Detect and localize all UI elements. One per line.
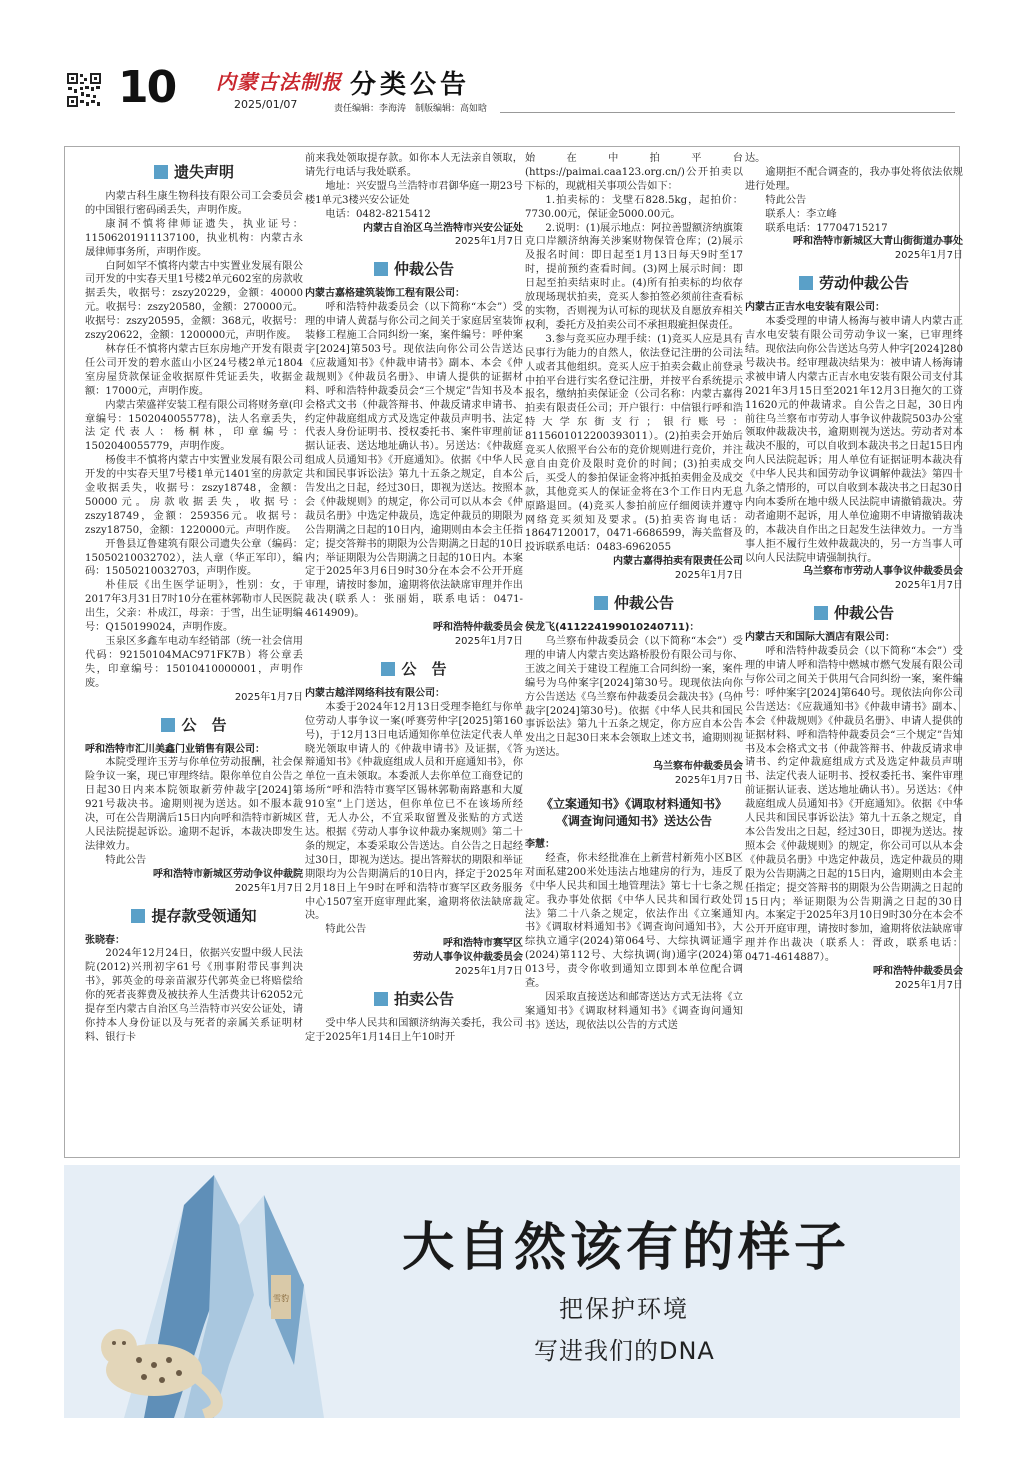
heading-announcement: 公 告 — [305, 659, 523, 679]
notice-date: 2025年1月7日 — [454, 636, 523, 647]
addressee: 张晓春： — [85, 934, 125, 946]
notice-date: 2025年1月7日 — [234, 691, 303, 703]
notice-paragraph: 本委受理的申请人杨海与被申请人内蒙古正吉水电安装有限公司劳动争议一案，已审理终结。现依法向你公告送达乌劳人仲字[2024]280号裁决书。经审理裁决结果为：被申请人杨海请求被申请人内蒙古正吉水电安装有限公司支付其2021年3月15日至2021年12月3日拖欠的工资11620元的仲裁请求。自公告之日起，30日内前往乌兰察布市劳动人事争议仲裁院503办公室领取仲裁裁决书，逾期则视为送达。劳动者对本裁决不服的，可以自收到本裁决书之日起15日内向人民法院起诉；用人单位有证据证明本裁决有《中华人民共和国劳动争议调解仲裁法》第四十九条之情形的，可以自收到本裁决书之日起30日内向本委所在地中级人民法院申请撤销裁决。劳动者逾期不起诉，用人单位逾期不申请撤销裁决的，本裁决自作出之日起发生法律效力。一方当事人拒不履行生效仲裁裁决的，另一方当事人可以向人民法院申请强制执行。 — [745, 316, 963, 564]
notice-paragraph: 2024年12月24日，依据兴安盟中级人民法院(2012)兴刑初字61号《刑事附带民事判决书》，郭英金的母亲苗淑芬代郭英金已将赔偿给你的死者丧葬费及被扶养人生活费共计62052元提存至内蒙古自治区乌兰浩特市兴安公证处，请你持本人身份证以及与死者的亲属关系证明材料、银行卡 — [85, 948, 303, 1043]
notice-date: 2025年1月7日 — [454, 236, 523, 248]
square-bullet-icon — [161, 718, 175, 732]
notice-paragraph: 经查，你未经批准在上新营村新苑小区B区对面私建200米处违法占地建房的行为，违反了《中华人民共和国土地管理法》第七十七条之规定。我办事处依据《中华人民共和国行政处罚法》第二十八条之规定，依法作出《立案通知书》《调取材料通知书》《调查询问通知书》，大综执立通字(2024)第064号、大综执调证通字(2024)第112号、大综执调(询)通字(2024)第013号，责令你收到通知立即到本单位配合调查。 — [525, 852, 743, 990]
notice-date: 2025年1月7日 — [894, 979, 963, 991]
header-rule — [500, 112, 955, 113]
square-bullet-icon — [374, 262, 388, 276]
notice-paragraph: 特此公告 — [325, 924, 367, 936]
heading-deposit-notice: 提存款受领通知 — [85, 906, 303, 926]
issuer: 劳动人事争议仲裁委员会 — [413, 952, 523, 964]
heading-arbitration: 仲裁公告 — [305, 259, 523, 279]
banner-headline: 大自然该有的样子 — [402, 1218, 851, 1278]
qr-code-icon — [66, 72, 102, 108]
notice-paragraph: 因采取直接送达和邮寄送达方式无法将《立案通知书》《调取材料通知书》《调查询问通知书》送达，现依法以公告的方式送 — [525, 991, 743, 1031]
square-bullet-icon — [381, 662, 395, 676]
heading-lost-notice: 遗失声明 — [85, 162, 303, 182]
notice-paragraph: 白阿如罕不慎将内蒙古中实置业发展有限公司开发的中实春天里1号楼2单元602室的房款收据丢失，收据号：zszy20229，金额：40000元。收据号：zszy20580，金额：270000元。收据号：zszy20595，金额：368元，收据号：zszy20622，金额：1200000元，声明作废。 — [85, 260, 303, 342]
notice-paragraph: 达。 — [745, 153, 766, 164]
page-number: 10 — [118, 62, 176, 113]
square-bullet-icon — [814, 606, 828, 620]
addressee: 内蒙古嘉格建筑装饰工程有限公司： — [305, 288, 465, 300]
column-1 — [85, 152, 303, 1152]
heading-service-notice: 《立案通知书》《调取材料通知书》 《调查询问通知书》送达公告 — [540, 796, 727, 828]
notice-date: 2025年1月7日 — [894, 580, 963, 592]
notice-date: 2025年1月7日 — [894, 250, 963, 262]
column-4 — [745, 152, 963, 1152]
notice-date: 2025年1月7日 — [234, 882, 303, 894]
notice-paragraph: 呼和浩特仲裁委员会（以下简称“本会”）受理的申请人呼和浩特中燃城市燃气发展有限公司与你公司之间关于供用气合同纠纷一案，案件编号：呼仲案字[2024]第640号。现依法向你公司公告送达：《应裁通知书》《仲裁申请书》副本、本会《仲裁规则》《仲裁员名册》、申请人提供的证据材料、呼和浩特仲裁委员会“三个规定”告知书及本会格式文书（仲裁答辩书、仲裁反请求申请书、约定仲裁庭组成方式及选定仲裁员声明书、法定代表人证明书、授权委托书、案件审理前证据认证表、送达地址确认书）。另送达：《仲裁庭组成人员通知书》《开庭通知》。依据《中华人民共和国民事诉讼法》第九十五条之规定，自本公告发出之日起，经过30日，即视为送达。按照本会《仲裁规则》的规定，你公司可以从本会《仲裁员名册》中选定仲裁员，选定仲裁员的期限为公告期满之日起的15日内，逾期则由本会主任指定；提交答辩书的期限为公告期满之日起的15日内；举证期限为公告期满之日起的30日内。本案定于2025年3月10日9时30分在本会不公开开庭审理，请按时参加，逾期将依法缺席审理并作出裁决（联系人：胥政，联系电话：0471-4614887）。 — [745, 646, 963, 964]
heading-labor-arbitration: 劳动仲裁公告 — [745, 273, 963, 293]
addressee: 呼和浩特市汇川美鑫门业销售有限公司： — [85, 743, 265, 755]
seal-text: 雪豹 — [273, 1294, 289, 1303]
issuer: 内蒙古自治区乌兰浩特市兴安公证处 — [363, 222, 523, 234]
notice-paragraph: 特此公告 — [105, 854, 147, 866]
notice-paragraph: 始在中拍平台(https://paimai.caa123.org.cn/)公开拍卖以下标的，现就相关事项公告如下： — [525, 153, 743, 192]
notice-paragraph: 联系人：李立峰 — [765, 208, 837, 220]
notice-paragraph: 前来我处领取提存款。如你本人无法亲自领取，请先行电话与我处联系。 — [305, 153, 523, 178]
section-title: 分类公告 — [350, 70, 471, 100]
notice-paragraph: 联系电话：17704715217 — [765, 222, 888, 234]
notice-paragraph: 1.拍卖标的：戈壁石828.5kg，起拍价：7730.00元，保证金5000.00元。 — [525, 194, 743, 220]
issuer: 呼和浩特市新城区劳动争议仲裁院 — [153, 868, 303, 880]
heading-arbitration: 仲裁公告 — [525, 593, 743, 613]
square-bullet-icon — [374, 992, 388, 1006]
addressee: 内蒙古越洋网络科技有限公司： — [305, 687, 445, 699]
issuer: 乌兰察布市劳动人事争议仲裁委员会 — [803, 566, 963, 578]
heading-announcement: 公 告 — [85, 715, 303, 735]
issuer: 乌兰察布仲裁委员会 — [653, 761, 743, 773]
notice-date: 2025年1月7日 — [454, 966, 523, 978]
addressee: 内蒙古天和国际大酒店有限公司： — [745, 632, 895, 644]
notice-paragraph: 受中华人民共和国额济纳海关委托，我公司定于2025年1月14日上午10时开 — [305, 1017, 523, 1043]
issuer: 呼和浩特仲裁委员会 — [433, 622, 523, 634]
notice-paragraph: 玉泉区多鑫车电动车经销部（统一社会信用代码：92150104MAC971FK7B）将公章丢失，印章编号：15010410000001，声明作废。 — [85, 636, 303, 689]
issuer: 内蒙古嘉得拍卖有限责任公司 — [613, 556, 743, 568]
heading-auction: 拍卖公告 — [305, 989, 523, 1009]
banner-slogan-2: 写进我们的DNA — [534, 1337, 715, 1365]
notice-paragraph: 内蒙古荣盛祥安装工程有限公司将财务章(印章编号：1502040055778)，法人名章丢失，法定代表人：杨桐林，印章编号：1502040055779，声明作废。 — [85, 399, 303, 453]
column-2 — [305, 152, 523, 1152]
newspaper-logo: 内蒙古法制报 — [216, 70, 342, 94]
heading-arbitration: 仲裁公告 — [745, 603, 963, 623]
column-3 — [525, 152, 743, 1152]
notice-date: 2025年1月7日 — [674, 570, 743, 582]
notice-paragraph: 电话：0482-8215412 — [325, 208, 431, 220]
page-header — [0, 0, 1024, 140]
notice-paragraph: 3.参与竞买应办理手续：(1)竞买人应是具有民事行为能力的自然人，依法登记注册的公司法人或者其他组织。竞买人应于拍卖会截止前登录中拍平台进行实名登记注册，并按平台系统提示报名，缴纳拍卖保证金（公司名称：内蒙古嘉得拍卖有限责任公司；开户银行：中信银行呼和浩特大学东街支行；银行账号：8115601012200393011）。(2)拍卖会开始后竞买人依照平台公布的竞价规则进行竞价，并注意自由竞价及限时竞价的时间；(3)拍卖成交后，买受人的参拍保证金将冲抵拍卖佣金及成交款，其他竞买人的保证金将在3个工作日内无息原路退回。(4)竞买人参拍前应仔细阅读并遵守网络竞买须知及要求。(5)拍卖咨询电话：18647120017，0471-6686599，海关监督及投诉联系电话：0483-6962055 — [525, 333, 743, 554]
issue-date: 2025/01/07 — [234, 98, 298, 111]
editor-credits: 责任编辑：李海涛 制版编辑：高如晗 — [334, 104, 488, 114]
notice-paragraph: 本院受理许玉芳与你单位劳动报酬，社会保险争议一案，现已审理终结。限你单位自公告之日起30日内来本院领取新劳仲裁字[2024]第921号裁决书。逾期则视为送达。如不服本裁决，可在公告期满后15日内向呼和浩特市新城区人民法院提起诉讼。逾期不起诉，本裁决即发生法律效力。 — [85, 757, 303, 852]
issuer: 呼和浩特市新城区大青山街街道办事处 — [793, 236, 963, 248]
notice-paragraph: 杨俊丰不慎将内蒙古中实置业发展有限公司开发的中实春天里7号楼1单元1401室的房款定金收据丢失，收据号：zszy18748，金额：50000元。房款收据丢失，收据号：zszy18749，金额：259356元。收据号：zszy18750，金额：1220000元。声明作废。 — [85, 455, 303, 536]
public-service-banner — [64, 1165, 960, 1418]
notice-paragraph: 朴佳辰《出生医学证明》，性别：女，于2017年3月31日7时10分在霍林郭勒市人民医院出生，父亲：朴成江，母亲：于雪，出生证明编号：Q150199024，声明作废。 — [85, 580, 303, 634]
square-bullet-icon — [594, 596, 608, 610]
notice-paragraph: 呼和浩特仲裁委员会（以下简称“本会”）受理的申请人黄磊与你公司之间关于家庭居室装饰装修工程施工合同纠纷一案，案件编号：呼仲案字[2024]第503号。现依法向你公司公告送达《应裁通知书》《仲裁申请书》副本、本会《仲裁规则》《仲裁员名册》、申请人提供的证据材料、呼和浩特仲裁委员会“三个规定”告知书及本会格式文书（仲裁答辩书、仲裁反请求申请书、约定仲裁庭组成方式及选定仲裁员声明书、法定代表人身份证明书、授权委托书、案件审理前证据认证表、送达地址确认书）。另送达：《仲裁庭组成人员通知书》《开庭通知》。依据《中华人民共和国民事诉讼法》第九十五条之规定，自本公告发出之日起，经过30日，即视为送达。按照本会《仲裁规则》的规定，你公司可以从本会《仲裁员名册》中选定仲裁员，选定仲裁员的期限为公告期满之日起的10日内，逾期则由本会主任指定；提交答辩书的期限为公告期满之日起的10日内；举证期限为公告期满之日起的10日内。本案定于2025年3月6日9时30分在本会不公开开庭审理，请按时参加，逾期将依法缺席审理并作出裁决(联系人：张丽娟，联系电话：0471-4614909)。 — [305, 302, 523, 620]
issuer: 呼和浩特市赛罕区 — [443, 938, 523, 950]
notice-paragraph: 开鲁县辽鲁建筑有限公司遗失公章（编码：15050210032702），法人章（华正军印），编码：15050210032703，声明作废。 — [85, 538, 303, 578]
notice-paragraph: 特此公告 — [765, 194, 807, 206]
notice-paragraph: 逾期拒不配合调查的，我办事处将依法依规进行处理。 — [745, 166, 963, 192]
addressee: 李慧： — [525, 838, 555, 850]
notice-paragraph: 乌兰察布仲裁委员会（以下简称“本会”）受理的申请人内蒙古奕达路桥股份有限公司与你、王波之间关于建设工程施工合同纠纷一案，案件编号为乌仲案字[2024]第30号。现现依法向你方公告送达《乌兰察布仲裁委员会裁决书》(乌仲裁字[2024]第30号)。依据《中华人民共和国民事诉讼法》第九十五条之规定，你方应自本公告发出之日起30日来本会领取上述文书，逾期则视为送达。 — [525, 636, 743, 759]
addressee: 侯龙飞(411224199010240711)： — [525, 622, 700, 634]
notice-paragraph: 本委于2024年12月13日受理李艳红与你单位劳动人事争议一案(呼赛劳仲字[2025]第160号)，于12月13日电话通知你单位法定代表人单晓光领取申请人的《仲裁申请书》及证据，《答辩通知书》《仲裁庭组成人员和开庭通知书》，你单位一直未领取。本委派人去你单位工商登记的场所“呼和浩特市赛罕区锡林郭勒南路惠和大厦910室”上门送达，但你单位已不在该场所经营，无人办公，不宜采取留置及张贴的方式送达。根据《劳动人事争议仲裁办案规则》第二十条的规定，本委采取公告送达。自公告之日起经过30日，即视为送达。提出答辩状的期限和举证期限均为公告期满后的10日内，择定于2025年2月18日上午9时在呼和浩特市赛罕区政务服务中心1507室开庭审理此案，逾期将依法缺席裁决。 — [305, 701, 523, 922]
notice-paragraph: 林存任不慎将内蒙古巨东房地产开发有限责任公司开发的碧水蓝山小区24号楼2单元1804室房屋贷款保证金收据原件凭证丢失，收据金额：17000元，声明作废。 — [85, 343, 303, 397]
notice-paragraph: 内蒙古科生康生物科技有限公司工会委员会的中国银行密码函丢失，声明作废。 — [85, 191, 303, 216]
notice-paragraph: 地址：兴安盟乌兰浩特市君御华庭一期23号楼1单元3楼兴安公证处 — [305, 180, 523, 206]
square-bullet-icon — [154, 165, 168, 179]
square-bullet-icon — [131, 909, 145, 923]
notice-date: 2025年1月7日 — [674, 775, 743, 787]
square-bullet-icon — [799, 276, 813, 290]
notice-paragraph: 2.说明：(1)展示地点：阿拉善盟额济纳旗策克口岸额济纳海关涉案财物保管仓库；(2)展示及报名时间：即日起至1月13日每天9时至17时，提前预约查看时间。(3)网上展示时间：即日起至拍卖结束时止。(4)所有拍卖标的均依存放现场现状拍卖，竞买人参拍签必须前往查看标的实物，否则视为认可标的现状及自愿放弃相关权利，委托方及拍卖公司不承担瑕疵担保责任。 — [525, 222, 743, 331]
issuer: 呼和浩特仲裁委员会 — [873, 966, 963, 978]
addressee: 内蒙古正吉水电安装有限公司： — [745, 302, 885, 314]
snow-leopard-mountain-illustration — [64, 1165, 384, 1418]
banner-slogan-1: 把保护环境 — [559, 1295, 689, 1323]
notice-paragraph: 康洞不慎将律师证遗失，执业证号：11506201911137100，执业机构：内蒙古永晟律师事务所，声明作废。 — [85, 218, 303, 258]
